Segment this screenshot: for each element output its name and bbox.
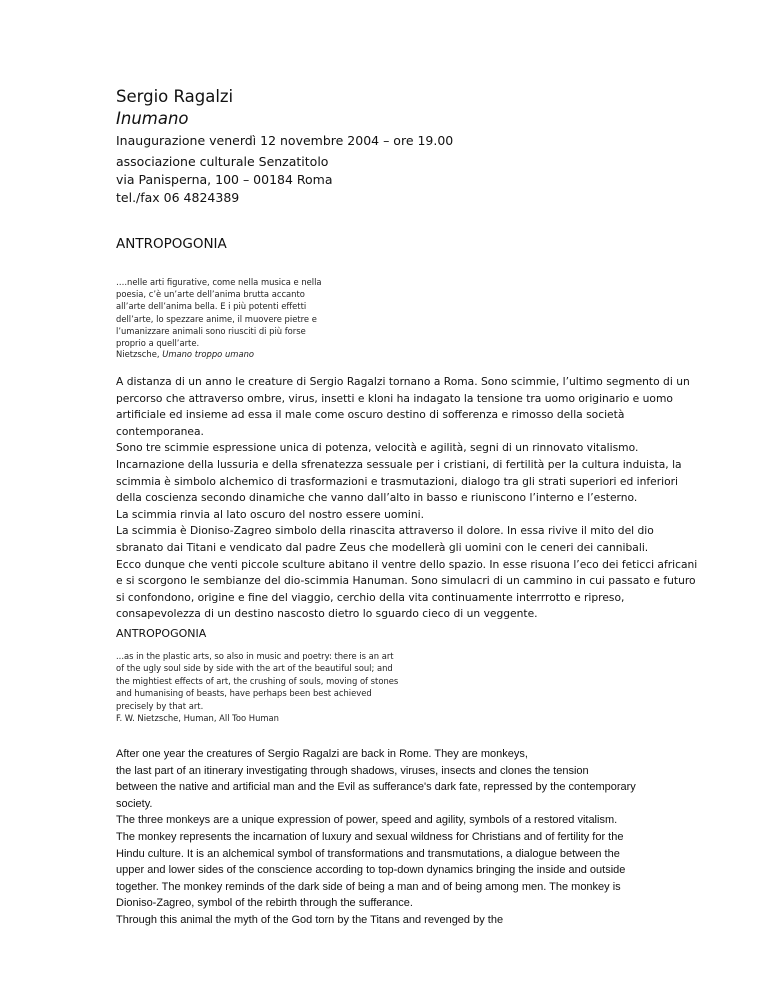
epigraph-line: all’arte dell’anima bella. E i più potenti effetti [116, 301, 307, 312]
italian-body [116, 374, 697, 623]
body-line: between the native and artificial man and the Evil as sufferance's dark fate, repressed by the contemporary [116, 781, 636, 794]
italian-epigraph [116, 276, 322, 349]
italian-heading: ANTROPOGONIA [116, 236, 227, 252]
italian-citation [116, 348, 254, 360]
body-line: together. The monkey reminds of the dark side of being a man and of being among men. The monkey is [116, 880, 621, 893]
epigraph-line: and humanising of beasts, have perhaps been best achieved [116, 688, 372, 699]
body-line: sbranato dai Titani e vendicato dal padre Zeus che modellerà gli uomini con le ceneri dei cannibali. [116, 540, 649, 554]
epigraph-line: of the ugly soul side by side with the art of the beautiful soul; and [116, 663, 393, 674]
body-line: della coscienza secondo dinamiche che vanno dall’alto in basso e riuniscono l’interno e l’esterno. [116, 491, 638, 505]
citation-author: Nietzsche, [116, 349, 163, 359]
body-line: society. [116, 797, 153, 810]
body-line: After one year the creatures of Sergio Ragalzi are back in Rome. They are monkeys, [116, 748, 528, 760]
venue-phone: tel./fax 06 4824389 [116, 190, 240, 205]
body-line: The three monkeys are a unique expression of power, speed and agility, symbols of a restored vitalism. [116, 814, 618, 827]
venue-name: associazione culturale Senzatitolo [116, 154, 329, 169]
body-line: Through this animal the myth of the God torn by the Titans and revenged by the [116, 913, 504, 926]
venue-info [116, 153, 333, 207]
epigraph-line: poesia, c’è un’arte dell’anima brutta accanto [116, 289, 305, 300]
body-line: Hindu culture. It is an alchemical symbol of transformations and transmutations, a dialogue between the [116, 847, 620, 860]
body-line: La scimmia è Dioniso-Zagreo simbolo della rinascita attraverso il dolore. In essa rivive il mito del dio [116, 524, 654, 538]
epigraph-citation: F. W. Nietzsche, Human, All Too Human [116, 713, 279, 724]
body-line: consapevolezza di un destino nascosto dietro lo sguardo cieco di un veggente. [116, 607, 538, 621]
epigraph-line: proprio a quell’arte. [116, 338, 200, 349]
english-body [116, 746, 636, 929]
body-line: si confondono, origine e fine del viaggio, cerchio della vita continuamente interrrotto e ripreso, [116, 590, 625, 604]
body-line: Incarnazione della lussuria e della sfrenatezza sessuale per i cristiani, di fertilità per la cultura induista, la [116, 457, 682, 471]
body-line: e si scorgono le sembianze del dio-scimmia Hanuman. Sono simulacri di un cammino in cui passato e futuro [116, 574, 696, 588]
body-line: the last part of an itinerary investigating through shadows, viruses, insects and clones the tension [116, 764, 589, 777]
body-line: Ecco dunque che venti piccole sculture abitano il ventre dello spazio. In esse risuona l’eco dei feticci africani [116, 557, 698, 571]
body-line: contemporanea. [116, 424, 204, 438]
epigraph-line: l’umanizzare animali sono riusciti di più forse [116, 325, 306, 336]
body-line: Sono tre scimmie espressione unica di potenza, velocità e agilità, segni di un rinnovato vitalismo. [116, 441, 639, 455]
body-line: upper and lower sides of the conscience according to top-down dynamics bringing the inside and outside [116, 864, 626, 877]
epigraph-line: ….nelle arti figurative, come nella musica e nella [116, 277, 322, 287]
artist-name: Sergio Ragalzi [116, 87, 234, 106]
english-epigraph [116, 650, 398, 724]
body-line: Dioniso-Zagreo, symbol of the rebirth through the sufferance. [116, 897, 413, 910]
venue-address: via Panisperna, 100 – 00184 Roma [116, 172, 333, 187]
english-heading: ANTROPOGONIA [116, 627, 207, 640]
opening-date: Inaugurazione venerdì 12 novembre 2004 – ore 19.00 [116, 133, 454, 148]
epigraph-line: precisely by that art. [116, 700, 204, 711]
citation-title: Umano troppo umano [162, 349, 255, 359]
body-line: artificiale ed insieme ad essa il male come oscuro destino di sofferenza e rimosso della società [116, 408, 625, 422]
body-line: A distanza di un anno le creature di Sergio Ragalzi tornano a Roma. Sono scimmie, l’ultimo segmento di un [116, 375, 690, 388]
epigraph-line: the mightiest effects of art, the crushing of souls, moving of stones [116, 675, 399, 686]
exhibition-header [116, 86, 453, 150]
epigraph-line: dell’arte, lo spezzare anime, il muovere pietre e [116, 313, 317, 324]
body-line: percorso che attraverso ombre, virus, insetti e kloni ha indagato la tensione tra uomo originario e uomo [116, 391, 673, 405]
body-line: scimmia è simbolo alchemico di trasformazioni e trasmutazioni, dialogo tra gli strati superiori ed inferiori [116, 474, 678, 488]
epigraph-line: ...as in the plastic arts, so also in music and poetry: there is an art [116, 651, 394, 661]
body-line: La scimmia rinvia al lato oscuro del nostro essere uomini. [116, 507, 424, 521]
body-line: The monkey represents the incarnation of luxury and sexual wildness for Christians and of fertility for the [116, 830, 624, 843]
exhibition-title: Inumano [116, 109, 189, 128]
